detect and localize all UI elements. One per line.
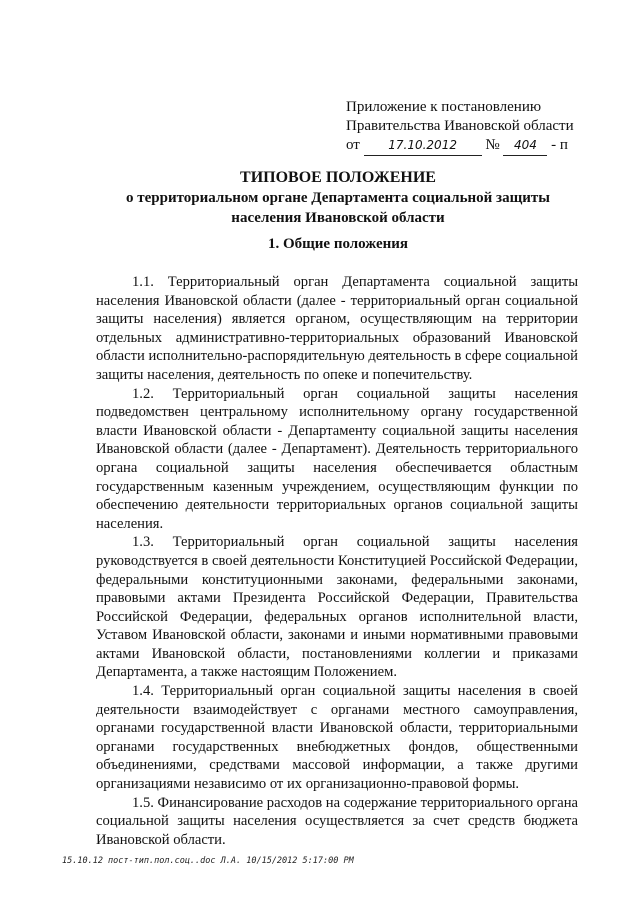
- number-suffix: - п: [551, 137, 568, 153]
- file-footer: 15.10.12 пост-тип.пол.соц..doc Л.А. 10/15/2012 5:17:00 PM: [62, 856, 354, 866]
- approval-number: 404: [503, 136, 547, 156]
- paragraph-1-1: 1.1. Территориальный орган Департамента социальной защиты населения Ивановской области (далее - территориальный орган социальной защиты населения) является органом, осуществляющим на территории отдельных административно-территориальных образований Ивановской области исполнительно-распорядительную деятельность в сфере социальной защиты населения, деятельность по опеке и попечительству.: [96, 274, 578, 383]
- section-heading: 1. Общие положения: [267, 236, 409, 252]
- approval-line-1: Приложение к постановлению: [346, 99, 542, 115]
- approval-line-3: [346, 136, 586, 156]
- body-text: [96, 273, 578, 849]
- number-label: №: [485, 137, 500, 153]
- paragraph-1-3: 1.3. Территориальный орган социальной защиты населения руководствуется в своей деятельности Конституцией Российской Федерации, федеральными конституционными законами, федеральными законами, правовыми актами Президента Российской Федерации, Правительства Российской Федерации, федеральных органов исполнительной власти, Уставом Ивановской области, законами и иными нормативными правовыми актами Ивановской области, постановлениями коллегии и приказами Департамента, а также настоящим Положением.: [96, 534, 578, 681]
- paragraph-1-2: 1.2. Территориальный орган социальной защиты населения подведомствен центральному исполнительному органу государственной власти Ивановской области - Департаменту социальной защиты населения Ивановской области (далее - Департамент). Деятельность территориального органа социальной защиты населения обеспечивается областным государственным казенным учреждением, осуществляющим функции по обеспечению деятельности территориальных органов социальной защиты населения.: [96, 385, 578, 532]
- from-label: от: [346, 137, 360, 153]
- paragraph-1-5: 1.5. Финансирование расходов на содержание территориального органа социальной защиты населения осуществляется за счет средств бюджета Ивановской области.: [96, 794, 578, 848]
- title-subtitle-2: населения Ивановской области: [231, 210, 445, 226]
- paragraph-1-4: 1.4. Территориальный орган социальной защиты населения в своей деятельности взаимодействует с органами местного самоуправления, органами государственной власти Ивановской области, территориальными органами государственных внебюджетных фондов, общественными объединениями, средствами массовой информации, а также другими организациями независимо от их организационно-правовой формы.: [96, 683, 578, 793]
- approval-block: [346, 98, 586, 156]
- approval-date: 17.10.2012: [364, 136, 482, 156]
- document-title: [96, 168, 580, 228]
- title-subtitle-1: о территориальном органе Департамента социальной защиты: [126, 190, 550, 206]
- approval-line-2: Правительства Ивановской области: [346, 118, 574, 134]
- title-main: ТИПОВОЕ ПОЛОЖЕНИЕ: [240, 169, 436, 186]
